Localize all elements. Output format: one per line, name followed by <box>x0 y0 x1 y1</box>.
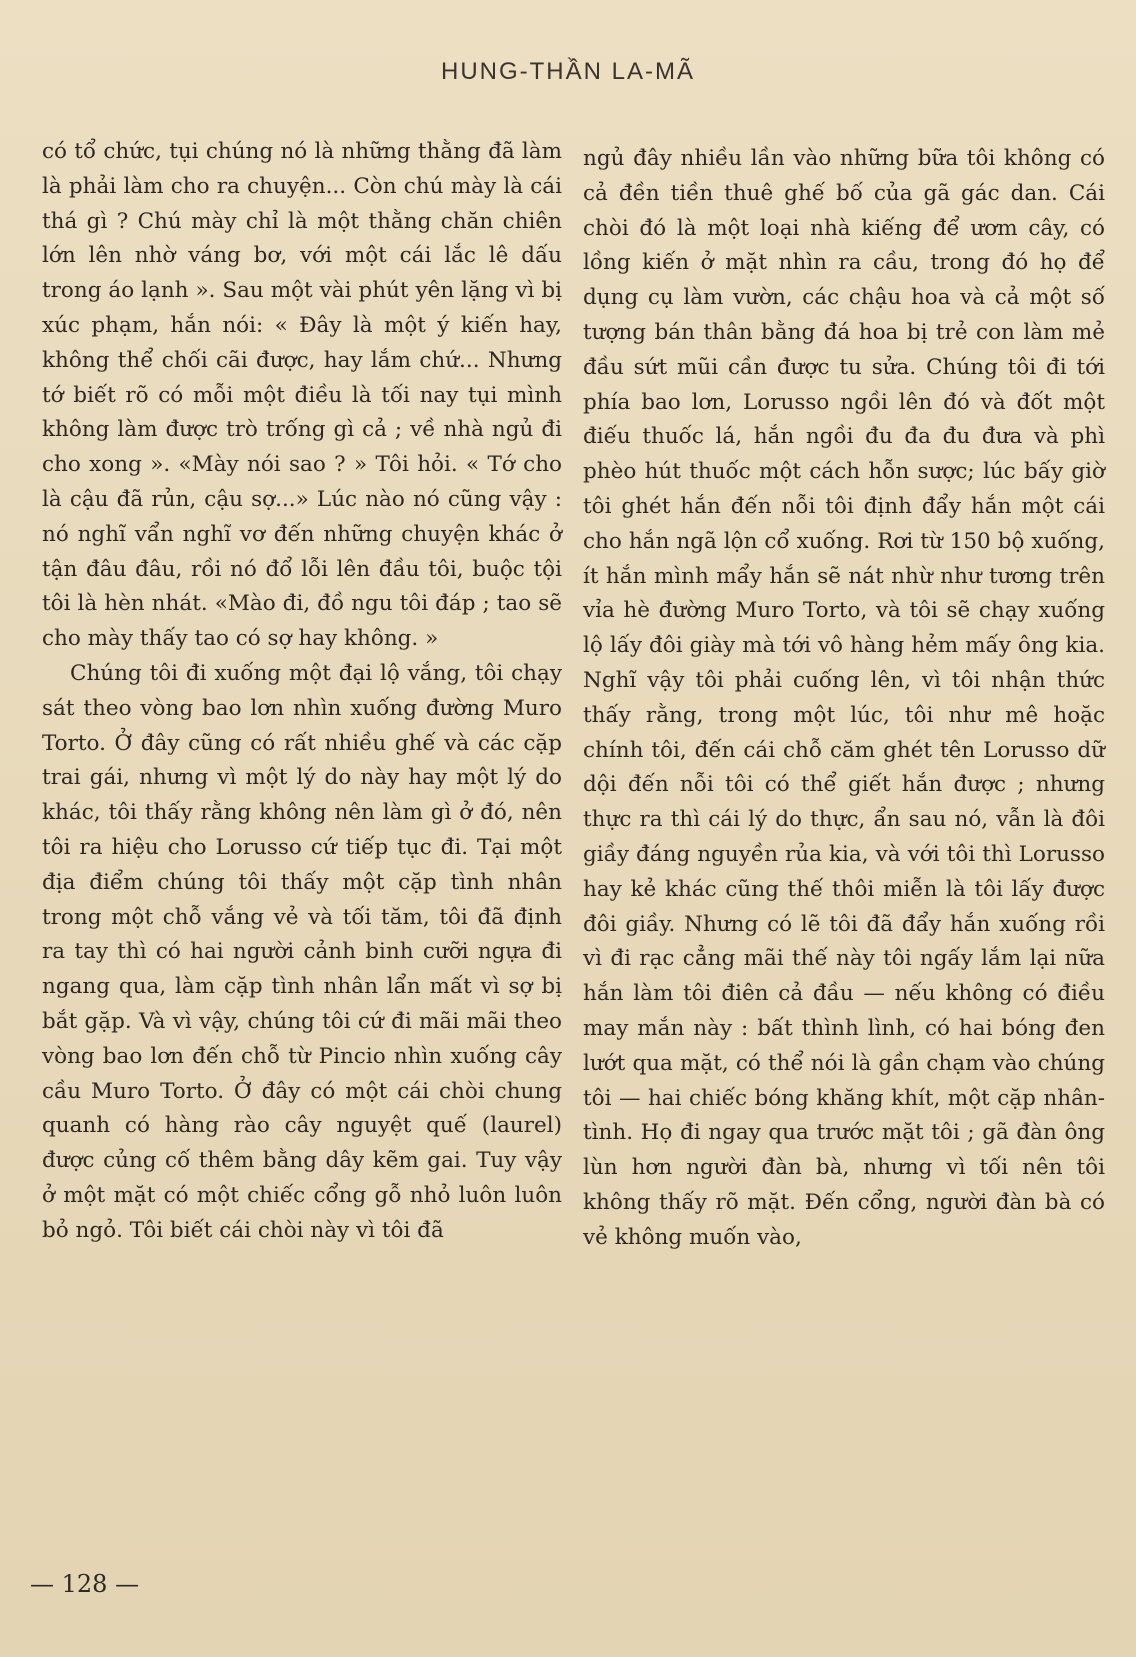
faded-footer-stamp <box>790 1574 1090 1600</box>
right-column <box>583 142 1105 1256</box>
paragraph: ngủ đây nhiều lần vào những bữa tôi không có cả đền tiền thuê ghế bố của gã gác dan. Cái chòi đó là một loại nhà kiếng để ươm cây, có lồng kiến ở mặt nhìn ra cầu, trong đó họ để dụng cụ làm vườn, các chậu hoa và cả một số tượng bán thân bằng đá hoa bị trẻ con làm mẻ đầu sứt mũi cần được tu sửa. Chúng tôi đi tới phía bao lơn, Lorusso ngồi lên đó và đốt một điếu thuốc lá, hắn ngồi đu đa đu đưa và phì phèo hút thuốc một cách hỗn sược; lúc bấy giờ tôi ghét hắn đến nỗi tôi định đẩy hắn một cái cho hắn ngã lộn cổ xuống. Rơi từ 150 bộ xuống, ít hắn mình mẩy hắn sẽ nát nhừ như tương trên vỉa hè đường Muro Torto, và tôi sẽ chạy xuống lộ lấy đôi giày mà tới vô hàng hẻm mấy ông kia. Nghĩ vậy tôi phải cuống lên, vì tôi nhận thức thấy rằng, trong một lúc, tôi như mê hoặc chính tôi, đến cái chỗ căm ghét tên Lorusso dữ dội đến nỗi tôi có thể giết hắn được ; nhưng thực ra thì cái lý do thực, ẩn sau nó, vẫn là đôi giầy đáng nguyền rủa kia, và với tôi thì Lorusso hay kẻ khác cũng thế thôi miễn là tôi lấy được đôi giầy. Nhưng có lẽ tôi đã đẩy hắn xuống rồi vì đi rạc cẳng mãi thế này tôi ngấy lắm lại nữa hắn làm tôi điên cả đầu — nếu không có điều may mắn này : bất thình lình, có hai bóng đen lướt qua mặt, có thể nói là gần chạm vào chúng tôi — hai chiếc bóng khăng khít, một cặp nhân-tình. Họ đi ngay qua trước mặt tôi ; gã đàn ông lùn hơn người đàn bà, nhưng vì tối nên tôi không thấy rõ mặt. Đến cổng, người đàn bà có vẻ không muốn vào, <box>583 146 1105 1250</box>
left-column <box>42 135 562 1249</box>
running-header: HUNG-THẦN LA-MÃ <box>440 58 695 85</box>
page-number: — 128 — <box>30 1570 140 1598</box>
paragraph: có tổ chức, tụi chúng nó là những thằng đã làm là phải làm cho ra chuyện... Còn chú mày là cái thá gì ? Chú mày chỉ là một thằng chăn chiên lớn lên nhờ váng bơ, với một cái lắc lê dấu trong áo lạnh ». Sau một vài phút yên lặng vì bị xúc phạm, hắn nói: « Đây là một ý kiến hay, không thể chối cãi được, hay lắm chứ... Nhưng tớ biết rõ có mỗi một điều là tối nay tụi mình không làm được trò trống gì cả ; về nhà ngủ đi cho xong ». «Mày nói sao ? » Tôi hỏi. « Tớ cho là cậu đã rủn, cậu sợ...» Lúc nào nó cũng vậy : nó nghĩ vẩn nghĩ vơ đến những chuyện khác ở tận đâu đâu, rồi nó đổ lỗi lên đầu tôi, buộc tội tôi là hèn nhát. «Mào đi, đồ ngu tôi đáp ; tao sẽ cho mày thấy tao có sợ hay không. » <box>42 139 562 652</box>
paragraph: Chúng tôi đi xuống một đại lộ vắng, tôi chạy sát theo vòng bao lơn nhìn xuống đường Muro Torto. Ở đây cũng có rất nhiều ghế và các cặp trai gái, nhưng vì một lý do này hay một lý do khác, tôi thấy rằng không nên làm gì ở đó, nên tôi ra hiệu cho Lorusso cứ tiếp tục đi. Tại một địa điểm chúng tôi thấy một cặp tình nhân trong một chỗ vắng vẻ và tối tăm, tôi đã định ra tay thì có hai người cảnh binh cưỡi ngựa đi ngang qua, làm cặp tình nhân lẩn mất vì sợ bị bắt gặp. Và vì vậy, chúng tôi cứ đi mãi mãi theo vòng bao lơn đến chỗ từ Pincio nhìn xuống cây cầu Muro Torto. Ở đây có một cái chòi chung quanh có hàng rào cây nguyệt quế (laurel) được củng cố thêm bằng dây kẽm gai. Tuy vậy ở một mặt có một chiếc cổng gỗ nhỏ luôn luôn bỏ ngỏ. Tôi biết cái chòi này vì tôi đã <box>42 660 562 1243</box>
